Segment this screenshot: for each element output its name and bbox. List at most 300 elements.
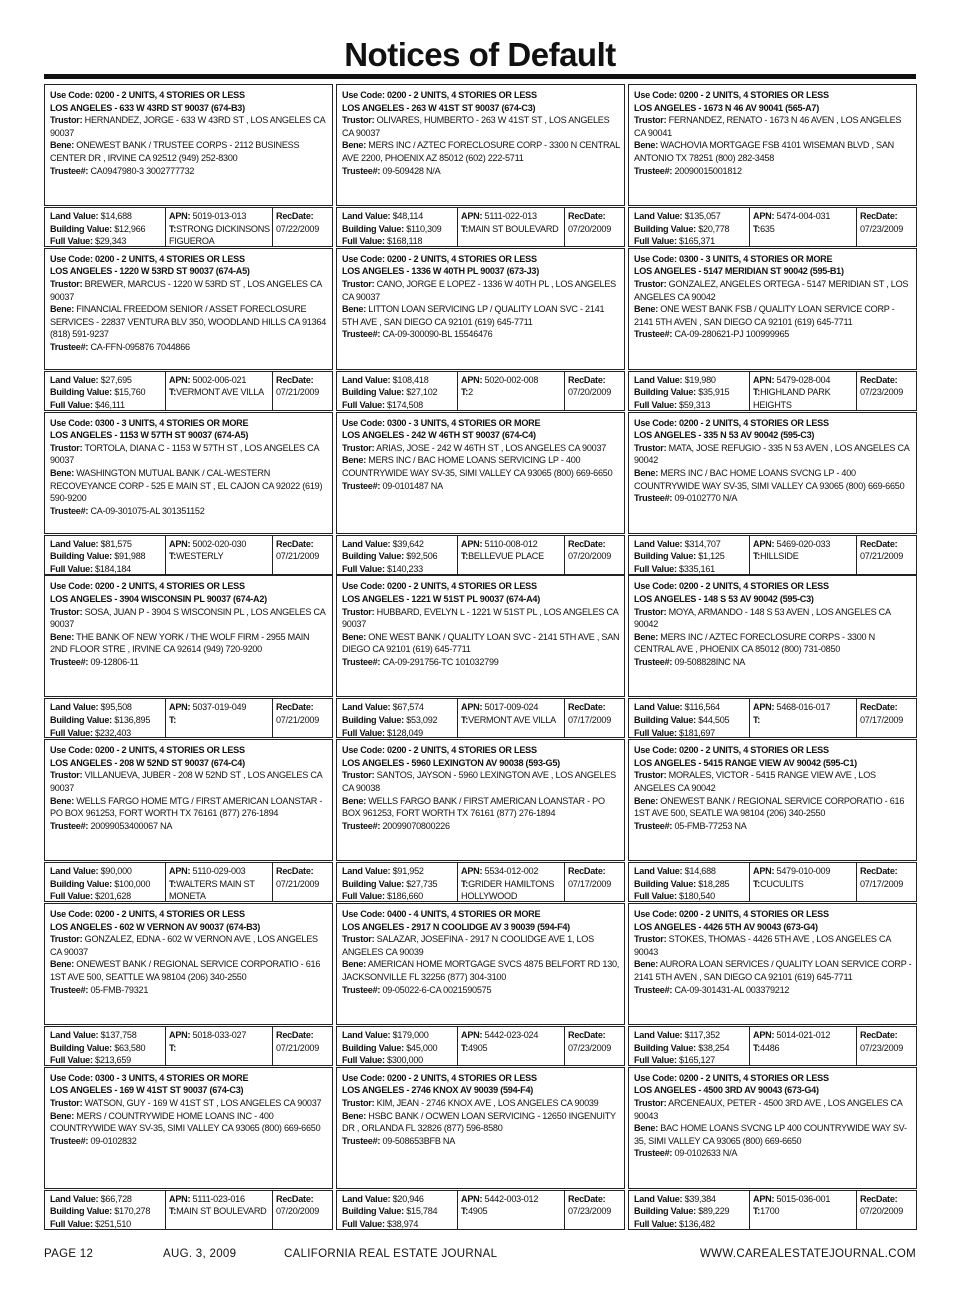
tract-value: HIGHLAND PARK HEIGHTS [753, 387, 831, 410]
notice-values [628, 371, 917, 411]
tract-value: MAIN ST BOULEVARD [176, 1206, 267, 1217]
land-value: $66,728 [100, 1193, 132, 1204]
recdate-label: RecDate: [860, 702, 898, 713]
property-address: LOS ANGELES - 1336 W 40TH PL 90037 (673-J3) [342, 266, 539, 277]
trustor-line [50, 1097, 328, 1110]
trustee-line [50, 820, 328, 833]
value-cell [337, 536, 458, 574]
use-code: Use Code: 0200 - 2 UNITS, 4 STORIES OR LESS [342, 1072, 537, 1083]
trustee-line [342, 165, 620, 178]
full-value: $165,127 [679, 1055, 715, 1065]
notice-values [336, 698, 625, 738]
property-address: LOS ANGELES - 4500 3RD AV 90043 (673-G4) [634, 1085, 819, 1096]
recdate-label: RecDate: [568, 1193, 606, 1204]
trustor-label: Trustor: [50, 442, 83, 453]
recdate-value: 07/20/2009 [568, 551, 612, 562]
full-value: $335,161 [679, 563, 715, 574]
building-value-label: Building Value: [342, 878, 404, 889]
apn-value: 5110-029-003 [192, 866, 246, 877]
building-value-label: Building Value: [634, 714, 696, 725]
use-code: Use Code: 0300 - 3 UNITS, 4 STORIES OR MORE [342, 417, 541, 428]
notice-values [336, 1026, 625, 1066]
trustee-value: 20099070800226 [382, 820, 450, 831]
recdate-cell [273, 536, 332, 574]
apn-value: 5534-012-002 [484, 866, 539, 877]
land-value-label: Land Value: [634, 538, 683, 549]
value-cell [45, 1191, 166, 1229]
full-value: $251,510 [95, 1218, 131, 1229]
property-address: LOS ANGELES - 1220 W 53RD ST 90037 (674-A5) [50, 266, 250, 277]
bene-label: Bene: [342, 140, 367, 151]
value-cell [629, 699, 750, 737]
use-code: Use Code: 0200 - 2 UNITS, 4 STORIES OR LESS [342, 581, 537, 592]
title-rule [44, 74, 916, 79]
trustee-line [634, 328, 912, 341]
tract-label: T: [753, 714, 761, 725]
bene-line [342, 958, 620, 983]
notice-body [336, 1067, 625, 1189]
recdate-cell [565, 208, 624, 246]
trustor-value: TORTOLA, DIANA C - 1153 W 57TH ST , LOS ANGELES CA 90037 [50, 442, 319, 466]
use-code: Use Code: 0200 - 2 UNITS, 4 STORIES OR LESS [50, 581, 245, 592]
land-value-label: Land Value: [50, 702, 99, 713]
bene-line [634, 795, 912, 820]
notice-body [44, 412, 333, 534]
apn-value: 5111-023-016 [192, 1193, 245, 1204]
use-code: Use Code: 0200 - 2 UNITS, 4 STORIES OR LESS [342, 90, 537, 100]
bene-value: AMERICAN HOME MORTGAGE SVCS 4875 BELFORT RD 130, JACKSONVILLE FL 32256 (877) 304-3100 [342, 959, 620, 982]
trustor-label: Trustor: [50, 115, 83, 126]
tract-label: T: [753, 551, 761, 562]
trustee-value: CA-09-280621-PJ 100999965 [674, 329, 790, 340]
trustor-label: Trustor: [50, 1097, 83, 1108]
land-value-label: Land Value: [342, 866, 391, 877]
trustee-value: 09-0102832 [90, 1135, 137, 1146]
building-value-label: Building Value: [342, 387, 404, 398]
property-address: LOS ANGELES - 2746 KNOX AV 90039 (594-F4) [342, 1085, 534, 1096]
land-value-label: Land Value: [342, 538, 391, 549]
property-address: LOS ANGELES - 633 W 43RD ST 90037 (674-B3) [50, 102, 245, 113]
full-value-label: Full Value: [342, 563, 385, 574]
trustee-line [342, 328, 620, 341]
trustor-value: ARCENEAUX, PETER - 4500 3RD AVE , LOS ANGELES CA 90043 [634, 1097, 903, 1121]
notice-values [628, 1026, 917, 1066]
trustee-label: Trustee#: [634, 656, 673, 667]
full-value-label: Full Value: [342, 1055, 385, 1065]
trustor-value: KIM, JEAN - 2746 KNOX AVE , LOS ANGELES CA 90039 [376, 1097, 599, 1108]
notice-body [336, 575, 625, 697]
trustor-value: HERNANDEZ, JORGE - 633 W 43RD ST , LOS ANGELES CA 90037 [50, 115, 325, 138]
notice-body [44, 575, 333, 697]
trustor-label: Trustor: [634, 606, 667, 617]
recdate-label: RecDate: [568, 538, 606, 549]
building-value: $45,000 [406, 1042, 438, 1053]
land-value: $137,758 [100, 1030, 137, 1040]
recdate-value: 07/23/2009 [860, 387, 904, 398]
bene-label: Bene: [50, 959, 75, 970]
bene-label: Bene: [342, 1110, 367, 1121]
trustor-label: Trustor: [342, 115, 375, 126]
bene-label: Bene: [342, 631, 367, 642]
recdate-cell [273, 1027, 332, 1065]
notice-values [336, 535, 625, 575]
notice-values [44, 1026, 333, 1066]
notice-column [44, 84, 333, 1232]
trustee-label: Trustee#: [50, 820, 89, 831]
trustee-value: 09-509428 N/A [382, 165, 441, 176]
apn-label: APN: [461, 702, 483, 713]
trustee-line [50, 341, 328, 354]
use-code: Use Code: 0300 - 3 UNITS, 4 STORIES OR MORE [50, 417, 249, 428]
bene-label: Bene: [342, 304, 367, 315]
land-value-label: Land Value: [634, 866, 683, 877]
apn-cell [166, 372, 273, 410]
building-value-label: Building Value: [634, 551, 696, 562]
full-value-label: Full Value: [342, 399, 385, 410]
full-value-label: Full Value: [50, 891, 93, 902]
trustor-line [634, 442, 912, 467]
use-code: Use Code: 0200 - 2 UNITS, 4 STORIES OR LESS [50, 909, 245, 919]
full-value: $168,118 [387, 236, 423, 246]
bene-label: Bene: [50, 1110, 75, 1121]
bene-value: ONEWEST BANK / TRUSTEE CORPS - 2112 BUSINESS CENTER DR , IRVINE CA 92512 (949) 252-8300 [50, 140, 300, 163]
land-value-label: Land Value: [634, 1030, 683, 1040]
land-value-label: Land Value: [342, 211, 391, 221]
tract-value: 4905 [468, 1206, 488, 1217]
value-cell [629, 863, 750, 901]
trustor-line [342, 769, 620, 794]
trustee-label: Trustee#: [50, 165, 89, 176]
apn-label: APN: [753, 538, 775, 549]
use-code: Use Code: 0200 - 2 UNITS, 4 STORIES OR LESS [50, 253, 245, 264]
recdate-cell [857, 1191, 916, 1229]
recdate-label: RecDate: [276, 1030, 314, 1040]
trustor-line [50, 769, 328, 794]
property-address: LOS ANGELES - 1221 W 51ST PL 90037 (674-A4) [342, 593, 540, 604]
bene-label: Bene: [634, 140, 659, 151]
land-value-label: Land Value: [50, 1193, 99, 1204]
building-value-label: Building Value: [50, 1206, 112, 1217]
land-value-label: Land Value: [50, 538, 99, 549]
building-value: $1,125 [698, 551, 725, 562]
land-value: $67,574 [392, 702, 424, 713]
tract-label: T: [169, 1206, 177, 1217]
apn-label: APN: [461, 374, 483, 385]
trustee-line [634, 492, 912, 505]
apn-label: APN: [753, 1193, 775, 1204]
full-value-label: Full Value: [50, 563, 93, 574]
building-value-label: Building Value: [634, 387, 696, 398]
trustor-line [50, 606, 328, 631]
land-value: $108,418 [392, 374, 429, 385]
apn-value: 5110-008-012 [484, 538, 538, 549]
apn-cell [458, 1027, 565, 1065]
recdate-cell [857, 699, 916, 737]
full-value-label: Full Value: [342, 891, 385, 902]
trustor-line [342, 1097, 620, 1110]
full-value-label: Full Value: [342, 727, 385, 738]
bene-value: ONEWEST BANK / REGIONAL SERVICE CORPORATIO - 616 1ST AVE 500, SEATLE WA 98104 (206) 340-2550 [634, 795, 905, 819]
apn-label: APN: [169, 1030, 191, 1040]
tract-label: T: [169, 223, 177, 234]
building-value-label: Building Value: [50, 714, 112, 725]
trustor-value: CANO, JORGE E LOPEZ - 1336 W 40TH PL , LOS ANGELES CA 90037 [342, 278, 616, 302]
value-cell [45, 863, 166, 901]
full-value-label: Full Value: [634, 891, 677, 902]
full-value-label: Full Value: [634, 1055, 677, 1065]
recdate-value: 07/23/2009 [860, 1042, 904, 1053]
value-cell [45, 372, 166, 410]
bene-label: Bene: [50, 467, 75, 478]
trustee-line [342, 820, 620, 833]
value-cell [337, 1027, 458, 1065]
tract-value: 2 [468, 387, 473, 398]
notice-values [44, 207, 333, 247]
land-value-label: Land Value: [634, 1193, 683, 1204]
building-value: $12,966 [114, 223, 146, 234]
tract-value: CUCULITS [760, 878, 804, 889]
property-address: LOS ANGELES - 335 N 53 AV 90042 (595-C3) [634, 430, 815, 441]
full-value-label: Full Value: [634, 399, 677, 410]
value-cell [45, 1027, 166, 1065]
bene-label: Bene: [50, 795, 75, 806]
notice-values [44, 371, 333, 411]
trustor-line [342, 442, 620, 455]
bene-label: Bene: [342, 455, 367, 466]
recdate-value: 07/21/2009 [276, 1042, 320, 1053]
value-cell [45, 699, 166, 737]
building-value-label: Building Value: [342, 1206, 404, 1217]
bene-label: Bene: [50, 304, 75, 315]
bene-value: WELLS FARGO BANK / FIRST AMERICAN LOANSTAR - PO BOX 961253, FORT WORTH TX 76161 (877) 276-1894 [342, 795, 605, 819]
trustor-label: Trustor: [50, 606, 83, 617]
full-value-label: Full Value: [634, 236, 677, 246]
land-value: $117,352 [684, 1030, 720, 1040]
tract-label: T: [753, 387, 761, 398]
full-value: $174,508 [387, 399, 423, 410]
building-value-label: Building Value: [634, 1042, 696, 1053]
notice-body [44, 903, 333, 1025]
trustor-value: VILLANUEVA, JUBER - 208 W 52ND ST , LOS ANGELES CA 90037 [50, 770, 322, 793]
full-value: $232,403 [95, 727, 131, 738]
property-address: LOS ANGELES - 3904 WISCONSIN PL 90037 (674-A2) [50, 593, 267, 604]
recdate-value: 07/17/2009 [860, 714, 904, 725]
notice-body [44, 248, 333, 370]
trustor-line [634, 1097, 912, 1122]
full-value-label: Full Value: [342, 1218, 385, 1229]
trustee-label: Trustee#: [634, 165, 673, 176]
land-value-label: Land Value: [50, 374, 99, 385]
land-value: $48,114 [392, 211, 424, 221]
bene-label: Bene: [634, 1123, 659, 1134]
bene-line [50, 795, 328, 820]
trustor-line [342, 606, 620, 631]
bene-label: Bene: [342, 795, 367, 806]
recdate-label: RecDate: [568, 211, 606, 221]
tract-value: 1700 [760, 1206, 780, 1217]
notice-values [336, 207, 625, 247]
tract-value: WALTERS MAIN ST MONETA [169, 878, 255, 902]
land-value: $116,564 [684, 702, 720, 713]
recdate-value: 07/20/2009 [568, 223, 612, 234]
apn-value: 5479-010-009 [776, 866, 831, 877]
property-address: LOS ANGELES - 4426 5TH AV 90043 (673-G4) [634, 921, 818, 932]
bene-value: MERS INC / BAC HOME LOANS SVCNG LP - 400 COUNTRYWIDE WAY SV-35, SIMI VALLEY CA 93065 (800) 669-6650 [634, 467, 905, 491]
apn-cell [166, 1191, 273, 1229]
trustor-value: MOYA, ARMANDO - 148 S 53 AVEN , LOS ANGELES CA 90042 [634, 606, 891, 630]
recdate-value: 07/17/2009 [568, 714, 612, 725]
tract-value: STRONG DICKINSONS FIGUEROA [169, 223, 270, 246]
property-address: LOS ANGELES - 242 W 46TH ST 90037 (674-C4) [342, 430, 536, 441]
tract-value: WESTERLY [176, 551, 224, 562]
notice-body [628, 84, 917, 206]
trustor-label: Trustor: [342, 1097, 375, 1108]
apn-cell [750, 1027, 857, 1065]
land-value-label: Land Value: [50, 211, 99, 221]
apn-label: APN: [169, 866, 191, 877]
recdate-value: 07/21/2009 [860, 551, 904, 562]
trustee-line [342, 656, 620, 669]
value-cell [337, 1191, 458, 1229]
apn-cell [750, 536, 857, 574]
apn-label: APN: [753, 374, 775, 385]
trustor-line [342, 114, 620, 139]
trustee-line [50, 1135, 328, 1148]
trustee-label: Trustee#: [634, 493, 673, 504]
land-value: $314,707 [684, 538, 721, 549]
trustee-value: 05-FMB-77253 NA [674, 820, 747, 831]
recdate-label: RecDate: [860, 211, 898, 221]
trustee-line [634, 984, 912, 997]
recdate-label: RecDate: [276, 538, 314, 549]
trustee-label: Trustee#: [50, 341, 89, 352]
recdate-value: 07/17/2009 [568, 878, 612, 889]
building-value-label: Building Value: [50, 387, 112, 398]
recdate-cell [565, 372, 624, 410]
land-value: $39,642 [392, 538, 424, 549]
apn-value: 5468-016-017 [776, 702, 831, 713]
trustee-label: Trustee#: [342, 1135, 381, 1146]
notice-body [628, 248, 917, 370]
building-value: $53,092 [406, 714, 438, 725]
bene-line [50, 139, 328, 164]
trustee-value: 09-0102770 N/A [674, 493, 738, 504]
bene-value: BAC HOME LOANS SVCNG LP 400 COUNTRYWIDE WAY SV-35, SIMI VALLEY CA 93065 (800) 669-6650 [634, 1123, 907, 1146]
tract-value: 635 [760, 223, 775, 234]
tract-value: BELLEVUE PLACE [468, 551, 544, 562]
recdate-cell [857, 863, 916, 901]
tract-label: T: [169, 714, 177, 725]
apn-value: 5002-020-030 [192, 538, 247, 549]
recdate-label: RecDate: [860, 1030, 898, 1040]
trustor-value: ARIAS, JOSE - 242 W 46TH ST , LOS ANGELES CA 90037 [376, 442, 607, 453]
use-code: Use Code: 0200 - 2 UNITS, 4 STORIES OR LESS [634, 1072, 829, 1083]
use-code: Use Code: 0200 - 2 UNITS, 4 STORIES OR LESS [634, 909, 829, 919]
apn-cell [458, 536, 565, 574]
apn-cell [166, 208, 273, 246]
bene-label: Bene: [634, 467, 659, 478]
notice-body [336, 903, 625, 1025]
value-cell [337, 863, 458, 901]
bene-value: ONE WEST BANK / QUALITY LOAN SVC - 2141 5TH AVE , SAN DIEGO CA 92101 (619) 645-7711 [342, 631, 620, 655]
building-value: $63,580 [114, 1042, 146, 1053]
apn-cell [750, 372, 857, 410]
full-value: $29,343 [95, 236, 127, 246]
full-value-label: Full Value: [50, 399, 93, 410]
recdate-cell [565, 1191, 624, 1229]
bene-line [342, 139, 620, 164]
property-address: LOS ANGELES - 263 W 41ST ST 90037 (674-C3) [342, 102, 536, 113]
trustee-line [50, 656, 328, 669]
apn-value: 5111-022-013 [484, 211, 537, 221]
building-value-label: Building Value: [634, 223, 696, 234]
recdate-cell [857, 536, 916, 574]
land-value: $91,952 [392, 866, 424, 877]
building-value: $15,784 [406, 1206, 438, 1217]
apn-label: APN: [753, 1030, 775, 1040]
value-cell [337, 699, 458, 737]
notice-body [628, 575, 917, 697]
bene-line [342, 631, 620, 656]
recdate-value: 07/23/2009 [860, 223, 904, 234]
recdate-cell [565, 699, 624, 737]
notice-body [628, 739, 917, 861]
trustee-value: 20099053400067 NA [90, 820, 173, 831]
trustor-value: SANTOS, JAYSON - 5960 LEXINGTON AVE , LOS ANGELES CA 90038 [342, 770, 616, 793]
trustor-label: Trustor: [50, 278, 83, 289]
notice-values [336, 862, 625, 902]
land-value-label: Land Value: [634, 211, 683, 221]
trustor-line [342, 933, 620, 958]
apn-label: APN: [753, 866, 775, 877]
apn-value: 5017-009-024 [484, 702, 539, 713]
notice-body [628, 903, 917, 1025]
trustor-line [634, 278, 912, 303]
building-value: $18,285 [698, 878, 730, 889]
recdate-value: 07/21/2009 [276, 878, 320, 889]
trustee-value: CA-09-300090-BL 15546476 [382, 329, 493, 340]
building-value: $92,506 [406, 551, 438, 562]
bene-line [342, 454, 620, 479]
bene-value: HSBC BANK / OCWEN LOAN SERVICING - 12650 INGENUITY DR , ORLANDA FL 32826 (877) 596-8580 [342, 1110, 616, 1134]
tract-label: T: [169, 551, 177, 562]
tract-label: T: [461, 551, 469, 562]
bene-line [50, 958, 328, 983]
use-code: Use Code: 0300 - 3 UNITS, 4 STORIES OR MORE [50, 1072, 249, 1083]
recdate-label: RecDate: [276, 211, 314, 221]
recdate-value: 07/20/2009 [860, 1206, 904, 1217]
building-value: $136,895 [114, 714, 151, 725]
land-value: $27,695 [100, 374, 132, 385]
building-value: $44,505 [698, 714, 730, 725]
full-value: $46,111 [95, 399, 125, 410]
trustor-label: Trustor: [342, 606, 375, 617]
trustor-label: Trustor: [50, 770, 83, 781]
use-code: Use Code: 0200 - 2 UNITS, 4 STORIES OR LESS [634, 581, 829, 592]
recdate-label: RecDate: [860, 866, 898, 877]
recdate-value: 07/23/2009 [568, 1206, 612, 1217]
trustor-line [50, 933, 328, 958]
trustor-value: OLIVARES, HUMBERTO - 263 W 41ST ST , LOS ANGELES CA 90037 [342, 115, 610, 138]
land-value: $179,000 [392, 1030, 429, 1040]
footer-page-number: PAGE 12 [44, 1248, 94, 1260]
bene-label: Bene: [50, 140, 75, 151]
apn-label: APN: [169, 211, 191, 221]
building-value-label: Building Value: [634, 878, 696, 889]
bene-value: LITTON LOAN SERVICING LP / QUALITY LOAN SVC - 2141 5TH AVE , SAN DIEGO CA 92101 (619) 645-7711 [342, 304, 605, 327]
bene-value: ONEWEST BANK / REGIONAL SERVICE CORPORATIO - 616 1ST AVE 500, SEATTLE WA 98104 (206) 340-2550 [50, 959, 321, 982]
trustee-value: CA-09-291756-TC 101032799 [382, 656, 499, 667]
